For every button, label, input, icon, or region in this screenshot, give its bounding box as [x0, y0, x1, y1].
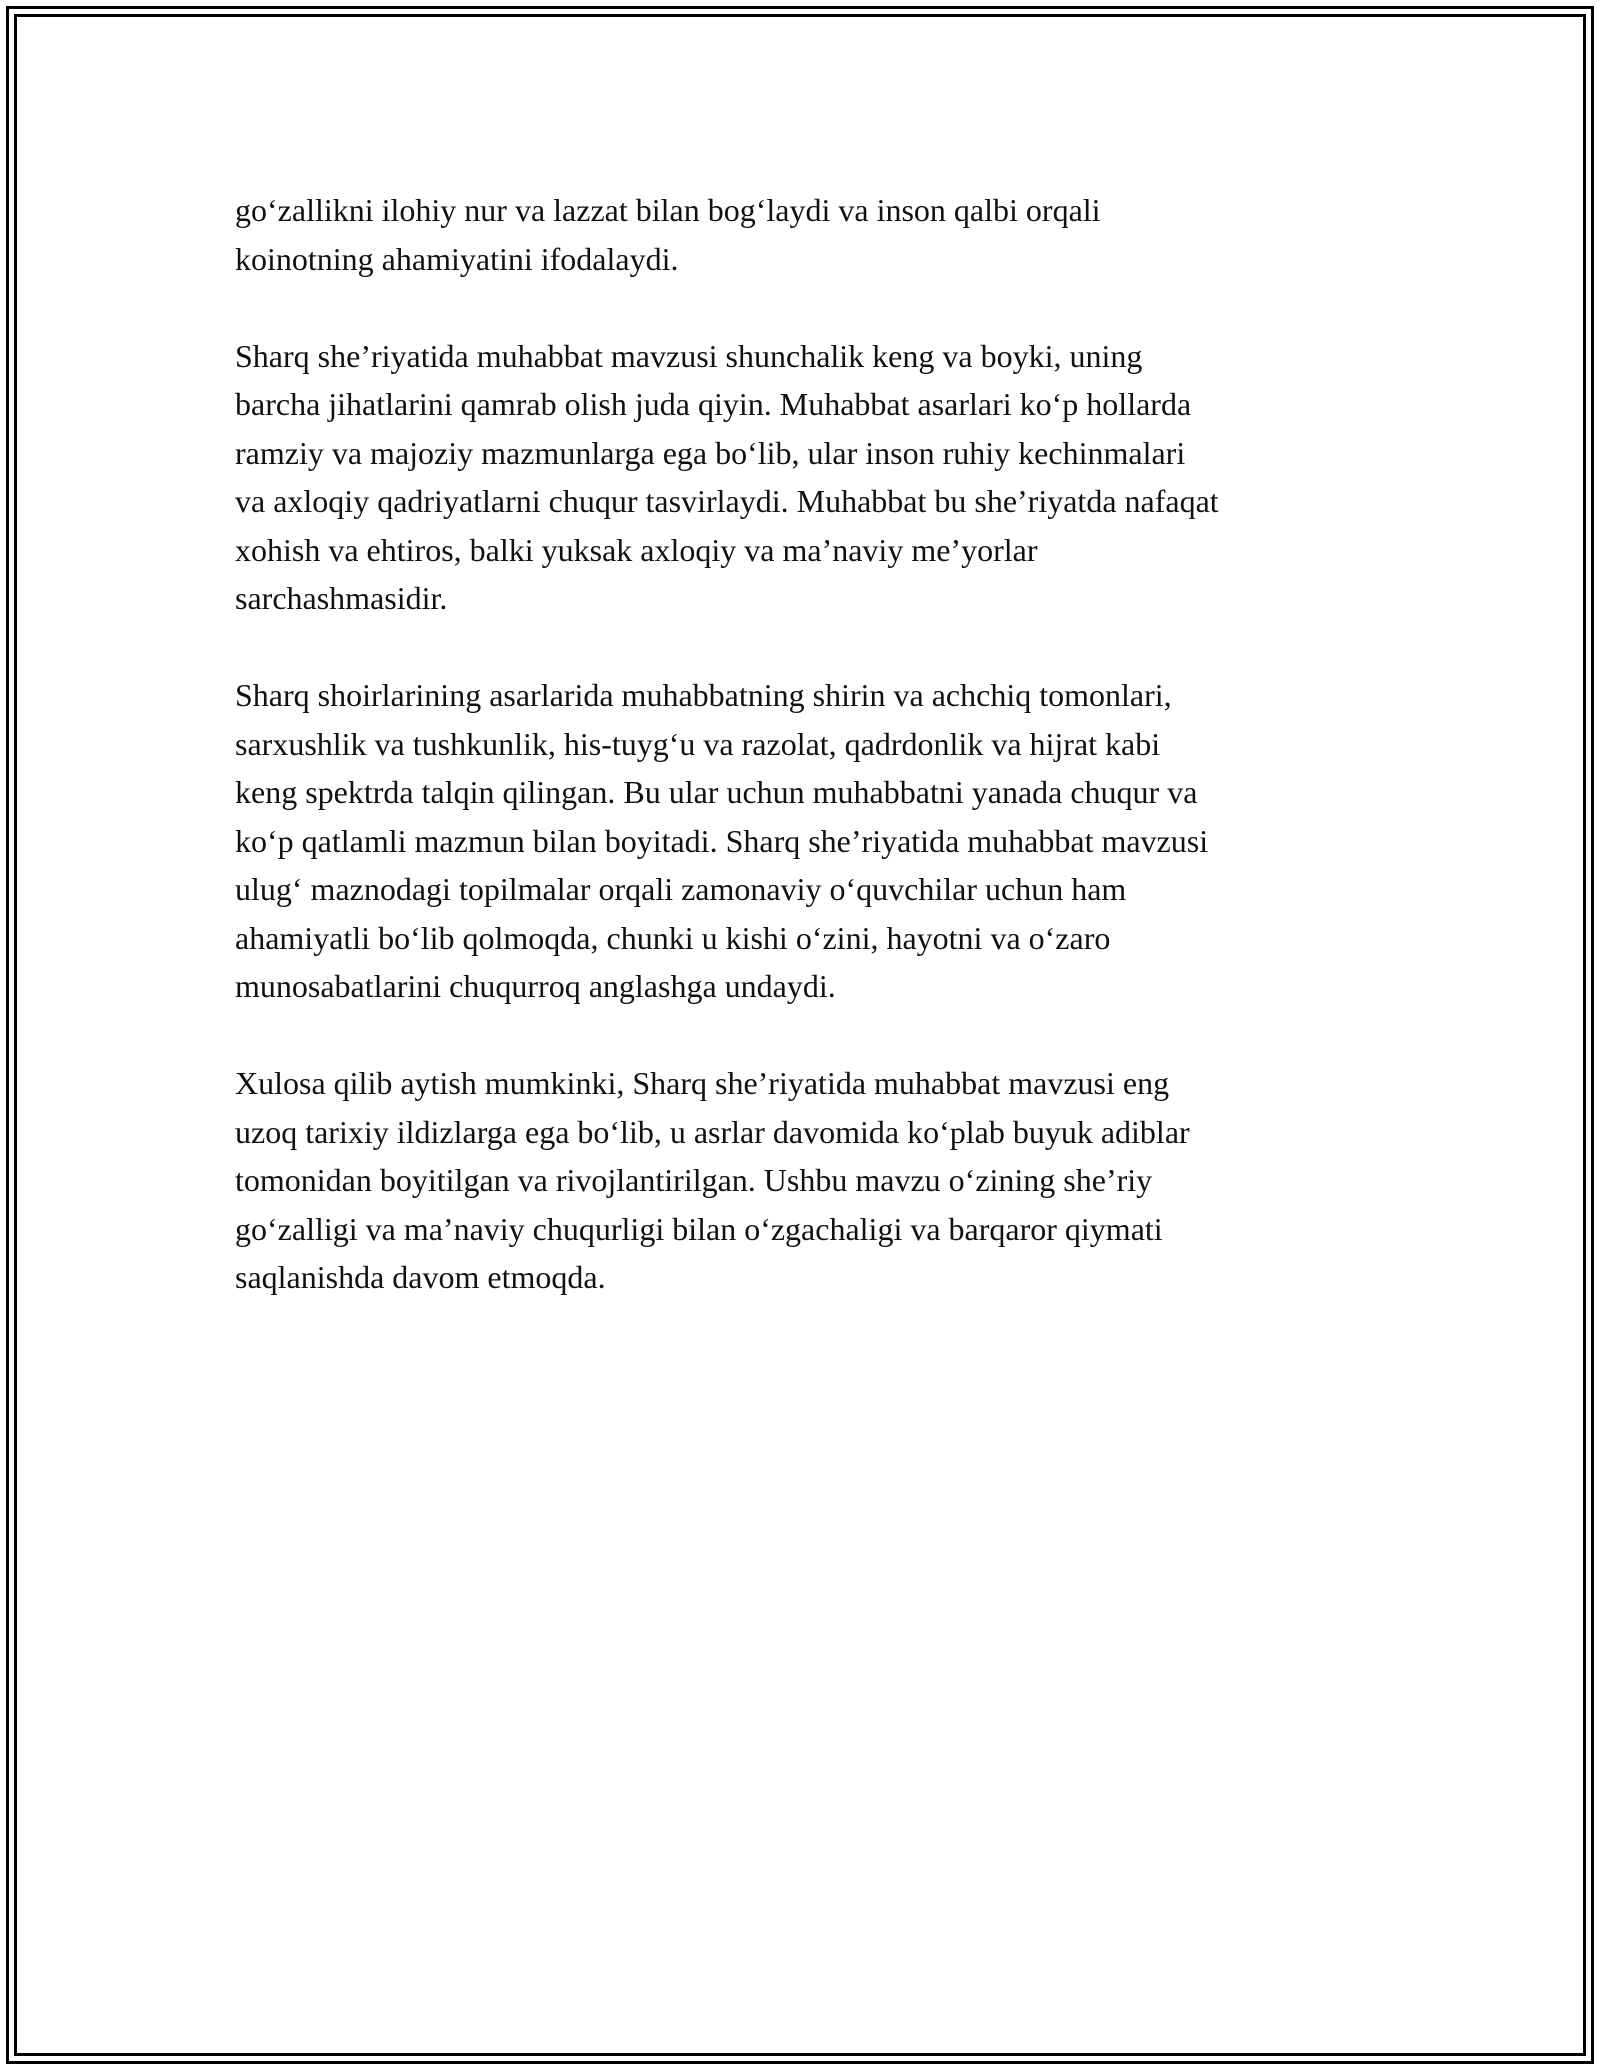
text-line: va axloqiy qadriyatlarni chuqur tasvirlaydi. Muhabbat bu she’riyatda nafaqat: [235, 483, 1219, 519]
document-body: [235, 186, 1375, 1350]
text-line: ulug‘ maznodagi topilmalar orqali zamonaviy o‘quvchilar uchun ham: [235, 871, 1127, 907]
text-line: ramziy va majoziy mazmunlarga ega bo‘lib, ular inson ruhiy kechinmalari: [235, 434, 1186, 471]
paragraph-4: [235, 1059, 1375, 1302]
text-line: saqlanishda davom etmoqda.: [235, 1259, 606, 1295]
text-line: go‘zallikni ilohiy nur va lazzat bilan bog‘laydi va inson qalbi orqali: [235, 192, 1101, 228]
text-line: Xulosa qilib aytish mumkinki, Sharq she’riyatida muhabbat mavzusi eng: [235, 1065, 1170, 1101]
text-line: munosabatlarini chuqurroq anglashga undaydi.: [235, 968, 836, 1004]
text-line: tomonidan boyitilgan va rivojlantirilgan. Ushbu mavzu o‘zining she’riy: [235, 1162, 1153, 1198]
text-line: sarxushlik va tushkunlik, his-tuyg‘u va razolat, qadrdonlik va hijrat kabi: [235, 725, 1161, 762]
paragraph-2: [235, 332, 1375, 623]
text-line: barcha jihatlarini qamrab olish juda qiyin. Muhabbat asarlari ko‘p hollarda: [235, 386, 1192, 422]
text-line: ahamiyatli bo‘lib qolmoqda, chunki u kishi o‘zini, hayotni va o‘zaro: [235, 919, 1111, 956]
paragraph-3: [235, 671, 1375, 1011]
text-line: go‘zalligi va ma’naviy chuqurligi bilan o‘zgachaligi va barqaror qiymati: [235, 1210, 1163, 1247]
paragraph-1: [235, 186, 1375, 283]
text-line: Sharq she’riyatida muhabbat mavzusi shunchalik keng va boyki, uning: [235, 337, 1143, 374]
text-line: ko‘p qatlamli mazmun bilan boyitadi. Sharq she’riyatida muhabbat mavzusi: [235, 822, 1209, 859]
text-line: uzoq tarixiy ildizlarga ega bo‘lib, u asrlar davomida ko‘plab buyuk adiblar: [235, 1113, 1190, 1150]
text-line: keng spektrda talqin qilingan. Bu ular uchun muhabbatni yanada chuqur va: [235, 774, 1198, 810]
text-line: sarchashmasidir.: [235, 580, 448, 616]
text-line: xohish va ehtiros, balki yuksak axloqiy va ma’naviy me’yorlar: [235, 531, 1038, 568]
text-line: Sharq shoirlarining asarlarida muhabbatning shirin va achchiq tomonlari,: [235, 677, 1172, 713]
text-line: koinotning ahamiyatini ifodalaydi.: [235, 240, 679, 277]
